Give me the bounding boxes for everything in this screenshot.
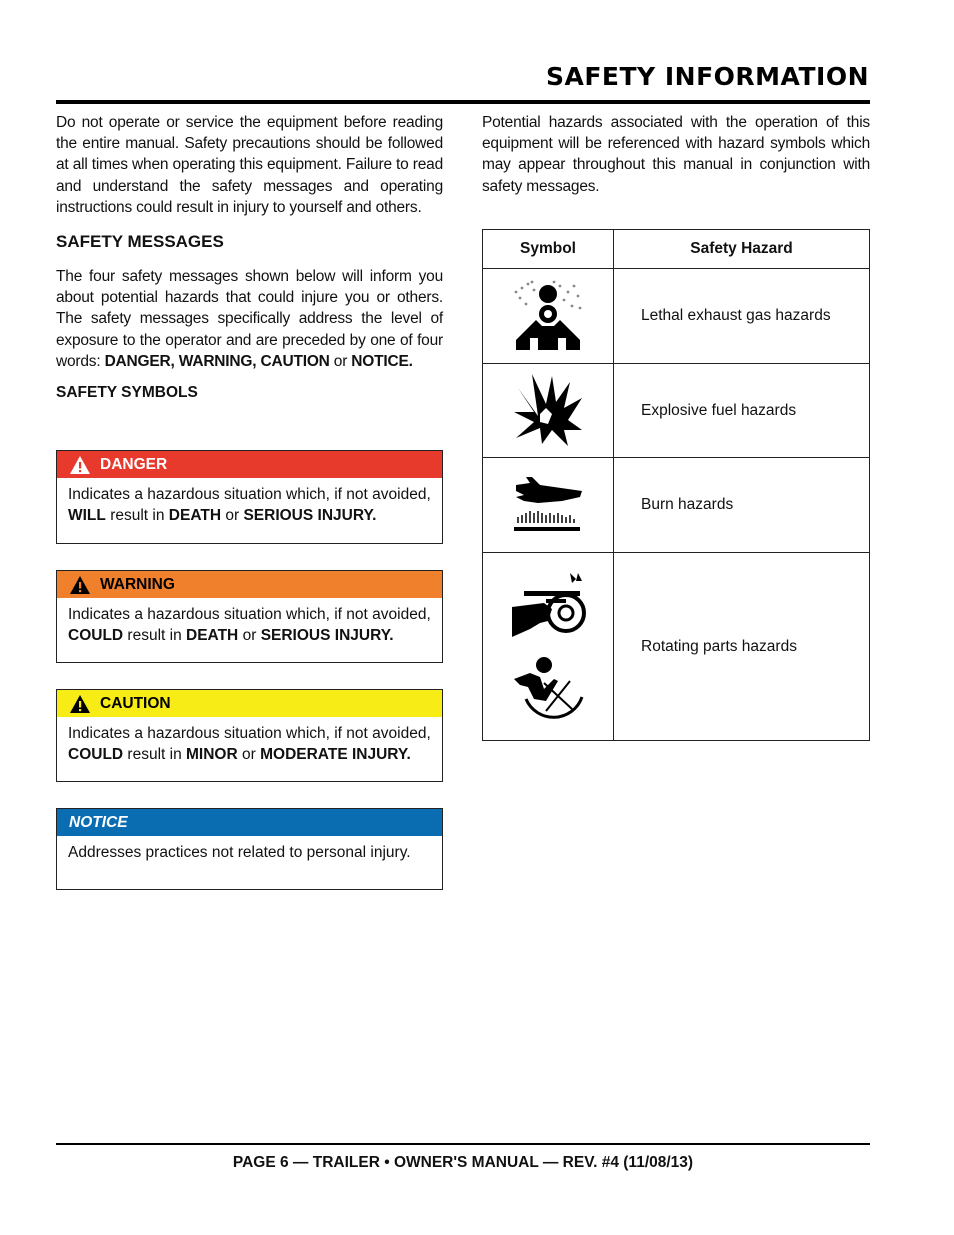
- intro-paragraph: Do not operate or service the equipment before reading the entire manual. Safety precautions should be followed at all times when operating this equipment. Failure to read and understand the safety messages and operating instructions could result in injury to yourself and others.: [56, 114, 443, 216]
- warning-intro: Indicates a hazardous situation which, if not avoided,: [68, 606, 431, 623]
- safety-messages-text: The four safety messages shown below will inform you about potential hazards that could injure you or others. The safety messages specifically address the level of exposure to the operator and are preceded by one of four words:: [56, 268, 443, 370]
- caution-outcome2: MODERATE INJURY.: [260, 746, 411, 763]
- page-footer: PAGE 6 — TRAILER • OWNER'S MANUAL — REV. #4 (11/08/13): [232, 1154, 694, 1171]
- danger-text: [57, 478, 442, 526]
- left-column: [56, 112, 443, 402]
- danger-mid: result in: [110, 507, 165, 524]
- table-header-row: [483, 230, 870, 269]
- rotating-parts-icon: [510, 569, 586, 719]
- hazard-column-header: Safety Hazard: [614, 230, 870, 269]
- warning-label: WARNING: [100, 575, 175, 593]
- notice-text: Addresses practices not related to personal injury.: [68, 844, 411, 861]
- title-rule: [56, 100, 870, 104]
- danger-intro: Indicates a hazardous situation which, if not avoided,: [68, 486, 431, 503]
- table-row: [483, 364, 870, 458]
- page-title: SAFETY INFORMATION: [546, 62, 869, 91]
- danger-label: DANGER: [100, 455, 168, 473]
- caution-outcome1: MINOR: [186, 746, 238, 763]
- warning-text: [57, 598, 442, 646]
- footer-rule: [56, 1143, 870, 1145]
- symbol-column-header: Symbol: [483, 230, 614, 269]
- warning-triangle-icon: [69, 455, 91, 475]
- caution-message-box: [56, 689, 443, 782]
- safety-symbols-heading: SAFETY SYMBOLS: [56, 384, 198, 402]
- caution-intro: Indicates a hazardous situation which, if not avoided,: [68, 725, 431, 742]
- symbol-cell: [483, 458, 614, 553]
- burn-icon: [512, 471, 584, 535]
- table-row: [483, 269, 870, 364]
- notice-message-box: [56, 808, 443, 890]
- caution-modal: COULD: [68, 746, 124, 763]
- warning-or: or: [242, 627, 257, 644]
- symbol-cell: [483, 269, 614, 364]
- caution-text: [57, 717, 442, 765]
- right-column: [482, 112, 870, 197]
- safety-words-or: or: [333, 352, 348, 370]
- warning-modal: COULD: [68, 627, 124, 644]
- caution-mid: result in: [127, 746, 182, 763]
- danger-modal: WILL: [68, 507, 106, 524]
- symbol-cell: [483, 364, 614, 458]
- hazard-table: [482, 229, 870, 741]
- danger-outcome2: SERIOUS INJURY.: [243, 507, 377, 524]
- warning-mid: result in: [127, 627, 182, 644]
- danger-or: or: [225, 507, 240, 524]
- safety-words: DANGER, WARNING, CAUTION: [104, 352, 330, 370]
- warning-header: [57, 571, 442, 598]
- caution-header: [57, 690, 442, 717]
- warning-triangle-icon: [69, 694, 91, 714]
- warning-outcome2: SERIOUS INJURY.: [260, 627, 394, 644]
- hazard-label: Burn hazards: [614, 458, 870, 553]
- hazard-label: Explosive fuel hazards: [614, 364, 870, 458]
- safety-messages-paragraph: [56, 266, 443, 372]
- warning-message-box: [56, 570, 443, 663]
- hazard-label: Lethal exhaust gas hazards: [614, 269, 870, 364]
- exhaust-gas-icon: [512, 278, 584, 350]
- symbol-cell: [483, 553, 614, 741]
- explosion-icon: [512, 368, 584, 448]
- notice-header: [57, 809, 442, 836]
- caution-or: or: [242, 746, 256, 763]
- hazard-label: Rotating parts hazards: [614, 553, 870, 741]
- notice-label: NOTICE: [69, 813, 128, 831]
- warning-outcome1: DEATH: [186, 627, 239, 644]
- danger-outcome1: DEATH: [168, 507, 222, 524]
- danger-message-box: [56, 450, 443, 544]
- table-row: [483, 553, 870, 741]
- danger-header: [57, 451, 442, 478]
- table-row: [483, 458, 870, 553]
- safety-messages-heading: SAFETY MESSAGES: [56, 232, 224, 252]
- warning-triangle-icon: [69, 575, 91, 595]
- hazards-intro-paragraph: Potential hazards associated with the operation of this equipment will be referenced with hazard symbols which may appear throughout this manual in conjunction with safety messages.: [482, 114, 870, 195]
- caution-label: CAUTION: [100, 694, 171, 712]
- safety-word-notice: NOTICE.: [351, 352, 413, 370]
